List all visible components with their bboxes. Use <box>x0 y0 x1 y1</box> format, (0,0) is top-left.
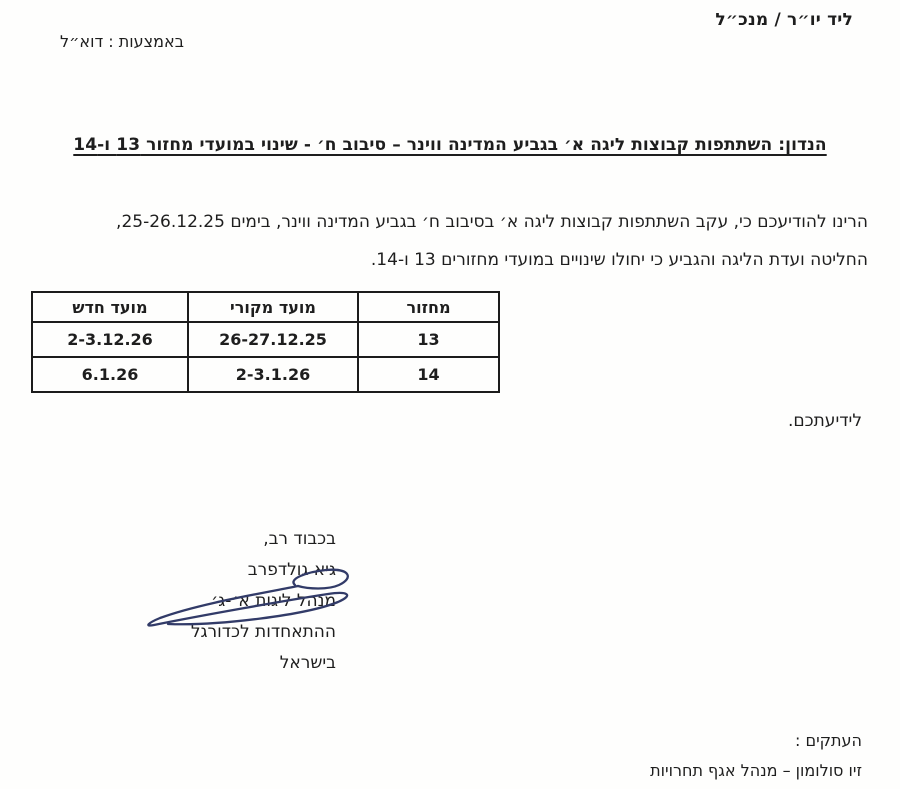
table-row <box>32 322 499 357</box>
round-14-new-date: 6.1.26 <box>32 357 188 392</box>
body-paragraph <box>60 203 868 279</box>
header-original-date: מועד מקורי <box>188 292 358 322</box>
delivery-method-line: באמצעות : דוא״ל <box>60 32 184 51</box>
copies-label: העתקים : <box>794 731 862 750</box>
schedule-change-table <box>31 291 500 393</box>
body-line-1: הרינו להודיעכם כי, עקב השתתפות קבוצות ליגה א׳ בסיבוב ח׳ בגביע המדינה ווינר, בימים 25-26.12.25, <box>116 212 868 232</box>
header-new-date: מועד חדש <box>32 292 188 322</box>
round-14-cell: 14 <box>358 357 499 392</box>
header-recipient-line: ליד יו״ר / מנכ״ל <box>715 10 853 30</box>
closing-block <box>140 524 336 679</box>
fyi-line: לידיעתכם. <box>787 411 862 431</box>
body-line-2: החליטה ועדת הליגה והגביע כי יחולו שינויים במועדי מחזורים 13 ו-14. <box>370 250 868 270</box>
signer-title: מנהל ליגות א׳-ג׳ <box>211 591 336 611</box>
signer-organization: ההתאחדות לכדורגל בישראל <box>190 622 336 673</box>
signer-name: גיא גולדפרב <box>247 560 336 580</box>
round-13-cell: 13 <box>358 322 499 357</box>
round-13-new-date: 2-3.12.26 <box>32 322 188 357</box>
table-row <box>32 357 499 392</box>
round-13-original-date: 26-27.12.25 <box>188 322 358 357</box>
round-14-original-date: 2-3.1.26 <box>188 357 358 392</box>
copies-recipient-line: זיו סולומון – מנהל אגף תחרויות <box>650 761 862 780</box>
subject-line: הנדון: השתתפות קבוצות ליגה א׳ בגביע המדינה ווינר – סיבוב ח׳ - שינוי במועדי מחזור 13 ו-14 <box>73 135 827 155</box>
closing-salutation: בכבוד רב, <box>263 529 336 549</box>
table-header-row <box>32 292 499 322</box>
header-round: מחזור <box>358 292 499 322</box>
